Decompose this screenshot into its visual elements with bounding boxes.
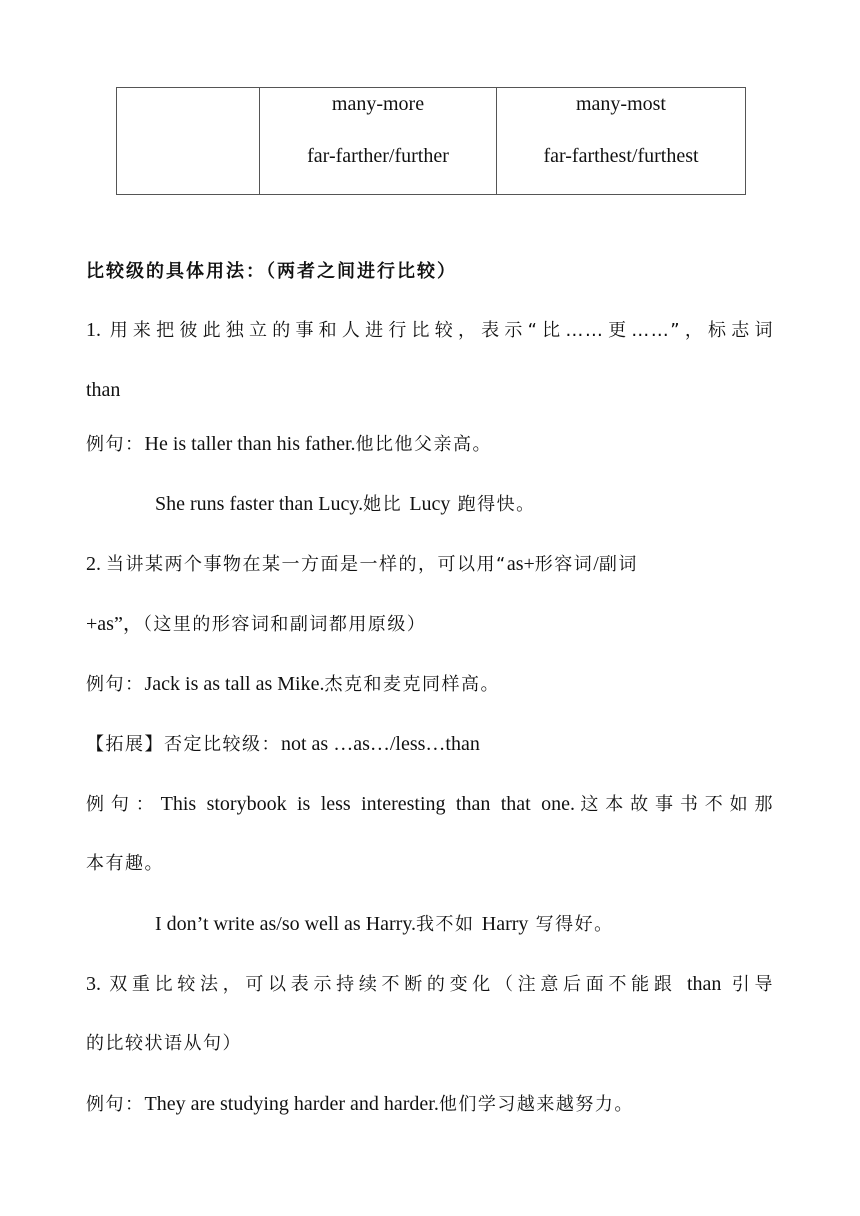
rule-3-number: 3. [86, 973, 110, 995]
table-cell-empty [117, 88, 260, 195]
rule-2-slash: / [593, 553, 599, 575]
example-3b [155, 909, 614, 940]
example-4 [86, 1089, 634, 1120]
superlative-many: many-most [576, 93, 666, 115]
rule-2-continuation [86, 609, 426, 640]
rule-2-number: 2. [86, 553, 106, 575]
example-1b-english: She runs faster than Lucy. [155, 493, 364, 515]
example-3b-chinese-a: 我不如 [416, 914, 482, 935]
rule-1-number: 1. [86, 319, 110, 341]
rule-1 [86, 315, 774, 346]
rule-2-text-a: 当讲某两个事物在某一方面是一样的，可以用“ [106, 554, 507, 575]
rule-2-cont-zh: （这里的形容词和副词都用原级） [142, 614, 427, 635]
example-1-prefix: 例句： [86, 434, 145, 455]
rule-3-text-b: 引导 [721, 974, 774, 995]
rule-3-text-a: 双重比较法，可以表示持续不断的变化（注意后面不能跟 [109, 974, 687, 995]
example-3-chinese: 这本故事书不如那 [574, 794, 775, 815]
example-1b [155, 489, 536, 520]
comparative-many: many-more [331, 93, 425, 115]
example-1b-chinese-b: 跑得快。 [450, 494, 536, 515]
example-3b-english: I don’t write as/so well as Harry. [155, 913, 417, 935]
example-1b-chinese-a: 她比 [363, 494, 410, 515]
table-cell-superlative [497, 88, 746, 195]
rule-3-text-en: than [686, 973, 722, 995]
example-2-chinese: 杰克和麦克同样高。 [324, 674, 500, 695]
example-2-prefix: 例句： [86, 674, 145, 695]
example-4-chinese: 他们学习越来越努力。 [438, 1094, 634, 1115]
rule-1-continuation: than [86, 379, 121, 401]
example-3b-name: Harry [481, 913, 529, 935]
rule-2-text-c: 副词 [598, 554, 638, 575]
example-3-continuation: 本有趣。 [86, 853, 164, 874]
example-3 [86, 789, 774, 820]
comparative-far: far-farther/further [307, 145, 449, 167]
example-3-prefix: 例句： [86, 794, 161, 815]
example-2-english: Jack is as tall as Mike. [144, 673, 325, 695]
table-cell-comparative [260, 88, 497, 195]
table-row [117, 88, 746, 195]
example-3b-chinese-b: 写得好。 [528, 914, 614, 935]
example-4-english: They are studying harder and harder. [144, 1093, 439, 1115]
example-4-prefix: 例句： [86, 1094, 145, 1115]
rule-2-text-en: as+ [506, 553, 535, 575]
rule-2-cont-en: +as”， [86, 613, 143, 635]
extension-label: 【拓展】否定比较级： [86, 734, 281, 755]
extension [86, 729, 480, 760]
section-heading: 比较级的具体用法：（两者之间进行比较） [86, 261, 457, 282]
rule-3-continuation: 的比较状语从句） [86, 1033, 242, 1054]
example-3-english: This storybook is less interesting than that one. [160, 793, 575, 815]
example-1-chinese: 他比他父亲高。 [355, 434, 493, 455]
comparative-forms-table [116, 87, 746, 195]
example-1 [86, 429, 492, 460]
example-2 [86, 669, 500, 700]
example-1b-name: Lucy [409, 493, 451, 515]
rule-3 [86, 969, 774, 1000]
rule-2-text-b: 形容词 [534, 554, 594, 575]
rule-2 [86, 549, 638, 580]
rule-1-text: 用来把彼此独立的事和人进行比较，表示“比……更……”，标志词 [109, 320, 774, 341]
example-1-english: He is taller than his father. [144, 433, 356, 455]
extension-english: not as …as…/less…than [281, 733, 480, 755]
superlative-far: far-farthest/furthest [543, 145, 699, 167]
